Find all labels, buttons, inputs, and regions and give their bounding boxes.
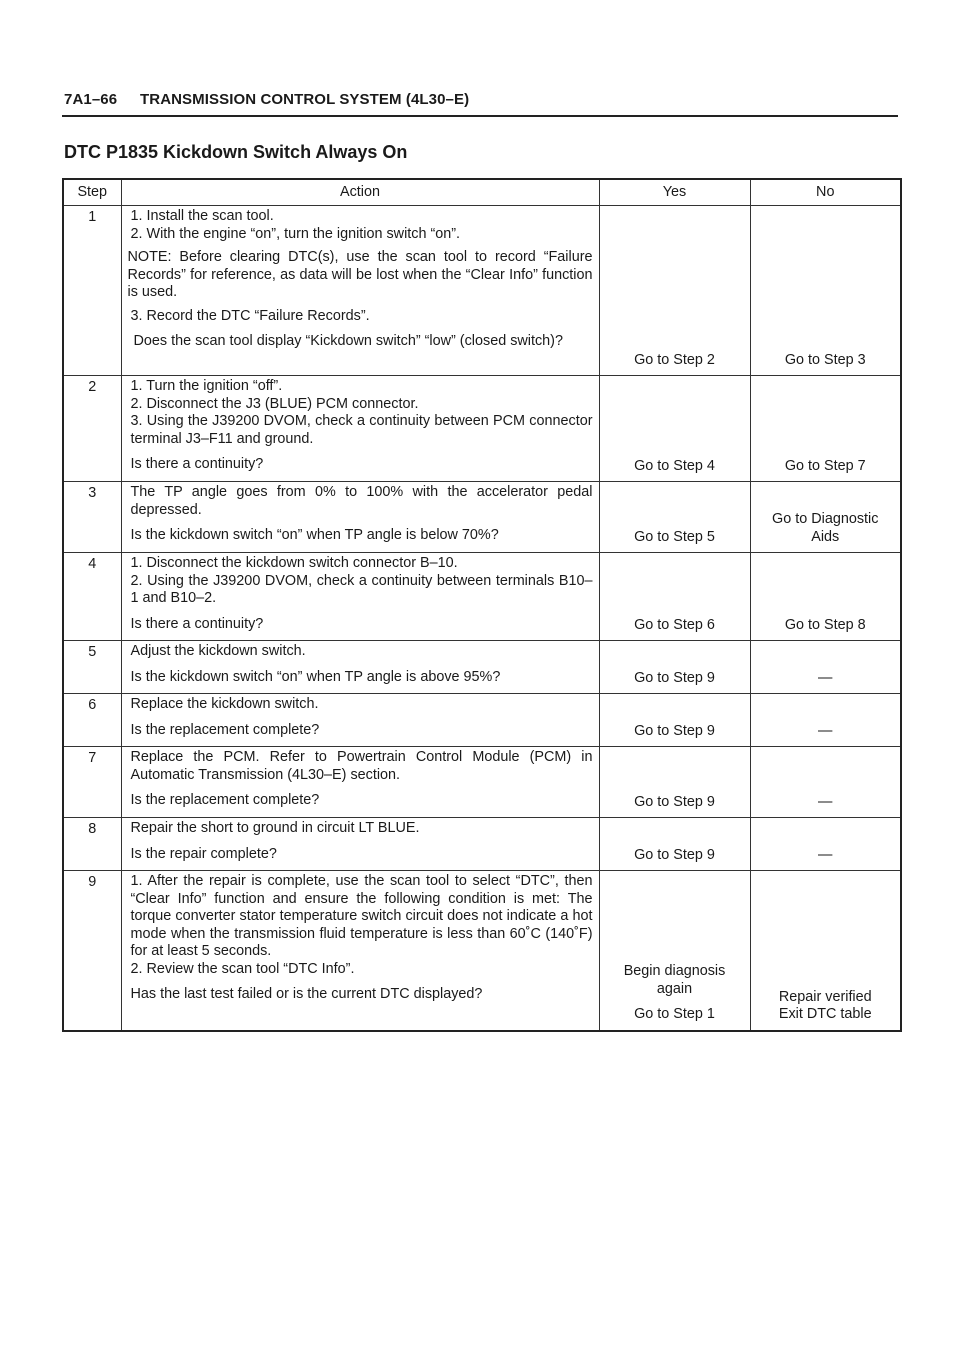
no-cell: Go to Step 8: [750, 553, 901, 641]
table-header-row: [63, 179, 901, 206]
no-line: Repair verified: [778, 988, 872, 1005]
yes-cell: Go to Step 9: [599, 694, 750, 747]
yes-cell: Go to Step 5: [599, 482, 750, 553]
action-cell: [121, 553, 599, 641]
table-row: [63, 871, 901, 1031]
step-number: 5: [63, 641, 121, 694]
action-text: The TP angle goes from 0% to 100% with the accelerator pedal depressed.: [130, 484, 593, 518]
no-cell: Go to Step 7: [750, 376, 901, 482]
yes-line: Go to Step 1: [634, 1006, 715, 1022]
action-cell: [121, 694, 599, 747]
table-row: [63, 482, 901, 553]
question-text: Is the repair complete?: [130, 845, 277, 862]
action-text: Repair the short to ground in circuit LT BLUE.: [130, 820, 420, 836]
table-row: [63, 376, 901, 482]
section-number: 7A1–66: [64, 91, 118, 108]
no-cell: [750, 871, 901, 1031]
note-text: NOTE: Before clearing DTC(s), use the scan tool to record “Failure Records” for reference, as data will be lost when the “Clear Info” function is used.: [127, 249, 593, 300]
step-number: 7: [63, 747, 121, 818]
question-text: Does the scan tool display “Kickdown switch” “low” (closed switch)?: [133, 333, 563, 349]
yes-cell: Go to Step 6: [599, 553, 750, 641]
action-cell: [121, 871, 599, 1031]
yes-cell: Go to Step 4: [599, 376, 750, 482]
step-number: 8: [63, 818, 121, 871]
yes-line: Begin diagnosis again: [623, 963, 726, 997]
action-item: 1. Disconnect the kickdown switch connector B–10.: [130, 555, 458, 571]
action-item: 2. Using the J39200 DVOM, check a continuity between terminals B10–1 and B10–2.: [130, 572, 593, 606]
no-cell: —: [750, 641, 901, 694]
table-row: [63, 553, 901, 641]
step-number: 6: [63, 694, 121, 747]
question-text: Is the kickdown switch “on” when TP angle is below 70%?: [130, 527, 499, 543]
diagnostic-table: [62, 178, 902, 1032]
page-header: [64, 91, 469, 108]
action-item: 3. Using the J39200 DVOM, check a continuity between PCM connector terminal J3–F11 and ground.: [130, 413, 593, 447]
action-cell: [121, 818, 599, 871]
step-number: 4: [63, 553, 121, 641]
no-line: Exit DTC table: [778, 1006, 872, 1022]
no-cell: Go to Diagnostic Aids: [750, 482, 901, 553]
action-cell: [121, 376, 599, 482]
action-item: 2. Review the scan tool “DTC Info”.: [130, 960, 355, 977]
question-text: Is the replacement complete?: [130, 792, 320, 808]
action-item: 2. With the engine “on”, turn the ignition switch “on”.: [130, 225, 461, 242]
table-row: [63, 818, 901, 871]
table-row: [63, 641, 901, 694]
step-number: 3: [63, 482, 121, 553]
action-item: 1. Turn the ignition “off”.: [130, 378, 283, 394]
yes-cell: Go to Step 9: [599, 747, 750, 818]
action-cell: [121, 206, 599, 376]
action-item: 1. Install the scan tool.: [130, 208, 274, 224]
action-cell: [121, 482, 599, 553]
step-number: 9: [63, 871, 121, 1031]
action-cell: [121, 747, 599, 818]
yes-cell: Go to Step 9: [599, 641, 750, 694]
header-rule: [62, 115, 898, 117]
table-row: [63, 694, 901, 747]
column-header-no: No: [750, 179, 901, 206]
action-text: Replace the kickdown switch.: [130, 696, 319, 712]
no-cell: Go to Step 3: [750, 206, 901, 376]
column-header-yes: Yes: [599, 179, 750, 206]
step-number: 1: [63, 206, 121, 376]
table-row: [63, 747, 901, 818]
chapter-title: TRANSMISSION CONTROL SYSTEM (4L30–E): [140, 91, 470, 108]
action-item: 1. After the repair is complete, use the scan tool to select “DTC”, then “Clear Info” function and ensure the following condition is met: The torque converter stator temperature switch circuit does not indicate a hot mode when the transmission fluid temperature is less than 60˚C (140˚F) for at least 5 seconds.: [130, 873, 593, 959]
column-header-step: Step: [63, 179, 121, 206]
page-title: DTC P1835 Kickdown Switch Always On: [64, 142, 408, 162]
action-item: 3. Record the DTC “Failure Records”.: [130, 307, 370, 324]
question-text: Is the replacement complete?: [130, 721, 320, 738]
question-text: Is there a continuity?: [130, 615, 264, 632]
no-cell: —: [750, 747, 901, 818]
question-text: Is there a continuity?: [130, 456, 264, 472]
yes-cell: Go to Step 2: [599, 206, 750, 376]
question-text: Is the kickdown switch “on” when TP angle is above 95%?: [130, 668, 501, 685]
table-row: [63, 206, 901, 376]
action-text: Replace the PCM. Refer to Powertrain Control Module (PCM) in Automatic Transmission (4L30–E) section.: [130, 749, 593, 783]
no-cell: —: [750, 818, 901, 871]
question-text: Has the last test failed or is the current DTC displayed?: [130, 986, 483, 1002]
yes-cell: [599, 871, 750, 1031]
column-header-action: Action: [121, 179, 599, 206]
action-item: 2. Disconnect the J3 (BLUE) PCM connector.: [130, 395, 419, 412]
action-cell: [121, 641, 599, 694]
yes-cell: Go to Step 9: [599, 818, 750, 871]
step-number: 2: [63, 376, 121, 482]
no-cell: —: [750, 694, 901, 747]
action-text: Adjust the kickdown switch.: [130, 643, 306, 659]
